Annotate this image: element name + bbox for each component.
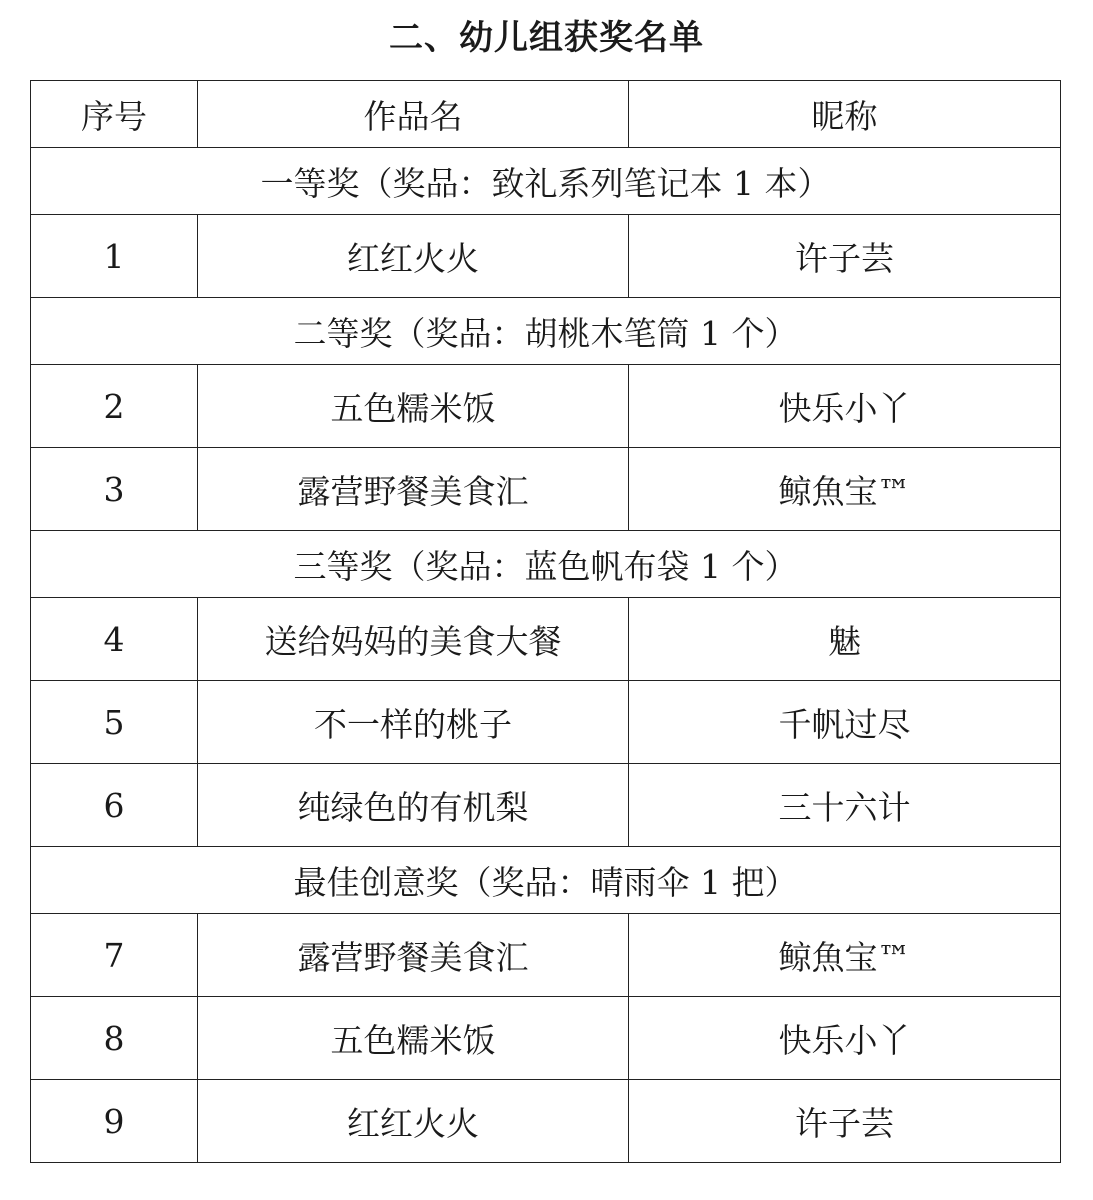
table-row	[31, 598, 1061, 681]
cell-work-title: 纯绿色的有机梨	[198, 764, 629, 847]
cell-nickname: 鲸魚宝™	[629, 914, 1061, 997]
award-section-label: 最佳创意奖（奖品：晴雨伞 1 把）	[31, 847, 1061, 914]
cell-no: 4	[31, 598, 198, 681]
cell-work-title: 五色糯米饭	[198, 997, 629, 1080]
cell-no: 5	[31, 681, 198, 764]
award-section-row	[31, 298, 1061, 365]
cell-no: 3	[31, 448, 198, 531]
award-section-row	[31, 847, 1061, 914]
cell-work-title: 露营野餐美食汇	[198, 448, 629, 531]
table-row	[31, 914, 1061, 997]
table-row	[31, 764, 1061, 847]
cell-work-title: 红红火火	[198, 1080, 629, 1163]
award-section-row	[31, 148, 1061, 215]
cell-no: 1	[31, 215, 198, 298]
table-body	[31, 81, 1061, 1163]
table-row	[31, 1080, 1061, 1163]
table-row	[31, 448, 1061, 531]
award-table	[30, 80, 1061, 1163]
cell-no: 6	[31, 764, 198, 847]
award-section-row	[31, 531, 1061, 598]
cell-no: 8	[31, 997, 198, 1080]
header-work: 作品名	[198, 81, 629, 148]
table-row	[31, 997, 1061, 1080]
award-section-label: 三等奖（奖品：蓝色帆布袋 1 个）	[31, 531, 1061, 598]
cell-nickname: 快乐小丫	[629, 365, 1061, 448]
cell-work-title: 红红火火	[198, 215, 629, 298]
cell-work-title: 露营野餐美食汇	[198, 914, 629, 997]
cell-no: 7	[31, 914, 198, 997]
header-nickname: 昵称	[629, 81, 1061, 148]
cell-no: 9	[31, 1080, 198, 1163]
cell-work-title: 五色糯米饭	[198, 365, 629, 448]
award-section-label: 二等奖（奖品：胡桃木笔筒 1 个）	[31, 298, 1061, 365]
cell-no: 2	[31, 365, 198, 448]
cell-nickname: 许子芸	[629, 1080, 1061, 1163]
cell-nickname: 许子芸	[629, 215, 1061, 298]
cell-work-title: 不一样的桃子	[198, 681, 629, 764]
page-title: 二、幼儿组获奖名单	[389, 18, 704, 58]
cell-work-title: 送给妈妈的美食大餐	[198, 598, 629, 681]
cell-nickname: 鲸魚宝™	[629, 448, 1061, 531]
table-row	[31, 681, 1061, 764]
cell-nickname: 三十六计	[629, 764, 1061, 847]
cell-nickname: 快乐小丫	[629, 997, 1061, 1080]
table-row	[31, 365, 1061, 448]
cell-nickname: 千帆过尽	[629, 681, 1061, 764]
cell-nickname: 魅	[629, 598, 1061, 681]
header-no: 序号	[31, 81, 198, 148]
table-row	[31, 215, 1061, 298]
award-section-label: 一等奖（奖品：致礼系列笔记本 1 本）	[31, 148, 1061, 215]
table-header-row	[31, 81, 1061, 148]
